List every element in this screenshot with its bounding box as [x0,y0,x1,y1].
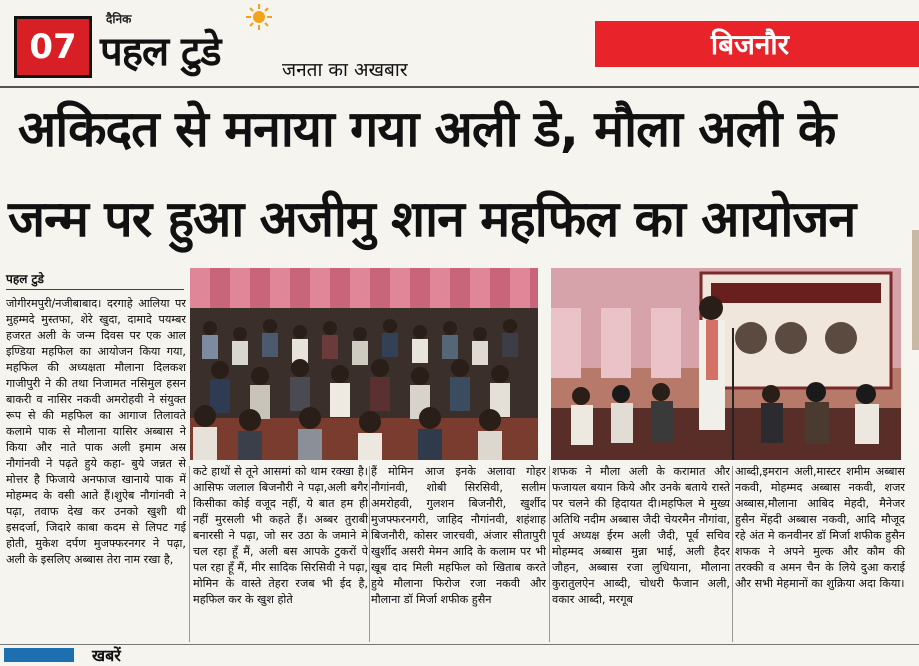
tagline: जनता का अखबार [282,59,408,81]
masthead [0,0,919,86]
photo-stage-illustration [551,268,901,460]
masthead-divider [0,86,919,88]
article-column-5: आब्दी,इमरान अली,मास्टर शमीम अब्बास नकवी, मोहम्मद अब्बास नकवी, शजर अब्बास,मौलाना आबिद मेहदी, मैनेजर हुसैन मेंहदी अब्बास नकवी, आदि मौजूद रहे अंत मे कनवीनर डॉ मिर्जा शफीक हुसैन शफक ने अपने मुल्क और कौम की तरक्की व अमन चैन के लिये दुआ कराई और सभी मेहमानों का शुक्रिया अदा किया। [735,465,905,590]
dainik-label: दैनिक [106,12,132,26]
photo-audience-illustration [190,268,538,460]
column-divider [369,466,370,642]
byline: पहल टुडे [6,272,44,286]
bottom-section-tab [4,648,74,662]
bottom-strip [0,644,919,663]
column-divider [732,466,733,642]
photo-stage [551,268,901,460]
photo-audience [190,268,538,460]
column-divider [549,466,550,642]
headline-line-2: जन्म पर हुआ अजीमु शान महफिल का आयोजन [8,190,856,248]
brand-name: पहल टुडे [100,29,221,75]
section-name: बिजनौर [710,28,790,61]
article-column-3: हैं मोमिन आज इनके अलावा गोहर नौगांनवी, शोबी सिरसिवी, सलीम अमरोहवी, गुलशन बिजनौरी, खुर्शीद मुजफ्फरनगरी, जाहिद नौगांनवी, शहंशाह बिजनौरी, कोसर जारचवी, अंजार सीतापुरी खुर्शीद असरी मेमन आदि के कलाम पर भी खूब दाद मिली महफिल को खिताब करते हुये मौलाना फिरोज रजा नकवी और मौलाना डॉ मिर्जा शफीक हुसैन [371,465,546,606]
sun-logo-icon [246,4,272,30]
adjacent-page-edge [912,230,919,350]
page-number: 07 [14,16,92,78]
article-column-2: कटे हाथों से तूने आसमां को थाम रक्खा है। आसिफ जलाल बिजनौरी ने पढ़ा,अली बगैर किसीका कोई वजूद नहीं, ये बात हम ही नहीं मुरसली भी कहते हैं। अब्बर तुराबी बनारसी ने पढ़ा, जो सर उठा के जमाने मे चल रहा हूँ मैं, अली बस आपके टुकरों पे पल रहा हूँ मैं, मीर सादिक सिरसिवी ने पढ़ा, मोमिन के वास्ते तेहरा रजब भी ईद है, महफिल कर के खुश होते [193,465,368,606]
headline-line-1: अकिदत से मनाया गया अली डे, मौला अली के [18,100,836,158]
column-divider [189,466,190,642]
article-column-4: शफक ने मौला अली के करामात और फजायल बयान किये और उनके बताये रास्ते पर चलने की हिदायत दी।महफिल मे मुख्य अतिथि नदीम अब्बास जैदी चेयरमैन नौगांवा, पूर्व अध्यक्ष ईरम अली जैदी, पूर्व सचिव मोहम्मद अब्बास मुन्ना भाई, अली हैदर जौहन, अब्बास रजा लुधियाना, मौलाना कुरातुलऐन आब्दी, चोधरी फैजान अली, वकार आब्दी, मरगूब [552,465,730,606]
bottom-headline: खबरें [92,646,121,665]
article-column-1: जोगीरमपुरी/नजीबाबाद। दरगाहे आलिया पर मुहम्मदे मुस्तफा, शेरे खुदा, दामादे पयम्बर हजरत अली के जन्म दिवस पर एक आल इण्डिया महफिल का आयोजन किया गया, महफिल की अध्यक्षता मौलाना दिलकश गाजीपुरी ने की तथा निजामत नसिमुल हसन बाकरी व नासिर नकवी अमरोहवी ने संयुक्त रूप से की महफिल का आगाज तिलावते कलामे पाक से मौलाना यासिर अब्बास ने किया और नाते पाक अली इमाम अस्र नौगांनवी ने पढ़ते हुये कहा- बुये जन्नत से मोत्तर है फिजाये अनफाज खानाये पाक में मोहम्मद के वसी आते हैं।शुऐब नौगांनवी ने पढ़ा, तवाफ देख कर उनको खुशी थी इसदर्जा, जिदारे काबा कदम से लिपट गई होती, मुकेश दर्पण मुजफ्फरनगर ने पढ़ा, अली के इसलिए अब्बास तेरा नाम रखा है, [6,297,186,566]
byline-divider [6,289,184,290]
